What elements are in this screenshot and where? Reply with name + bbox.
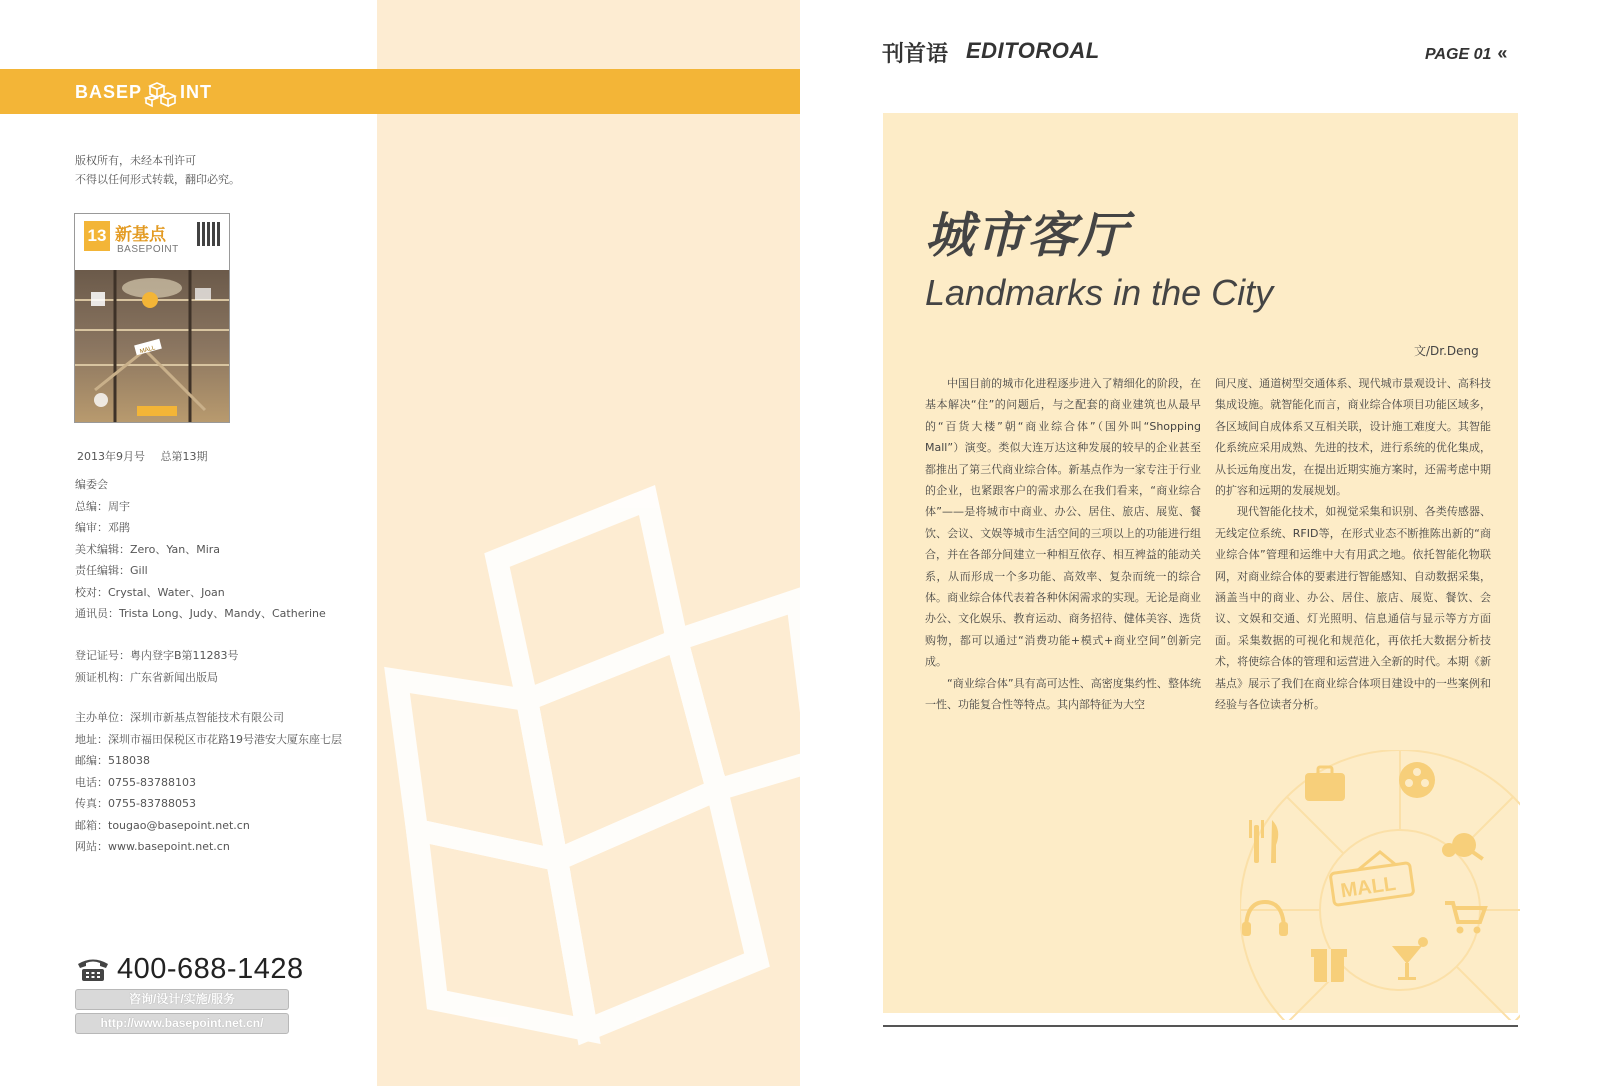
paragraph: “商业综合体”具有高可达性、高密度集约性、整体统一性、功能复合性等特点。其内部特征为大空 (925, 676, 1201, 712)
website-link[interactable]: http://www.basepoint.net.cn/ (75, 1013, 289, 1034)
services-pill: 咨询/设计/实施/服务 (75, 989, 289, 1010)
qr-code-icon (197, 222, 221, 246)
editor-line: 通讯员：Trista Long、Judy、Mandy、Catherine (75, 607, 326, 620)
brand-logo (75, 78, 212, 106)
cube-decoration (377, 0, 800, 1086)
issue-info (77, 448, 208, 464)
issue-volume: 总第13期 (160, 450, 208, 463)
double-chevron-left-icon: « (1497, 43, 1508, 63)
editorial-board (75, 474, 326, 625)
logo-text-right: INT (180, 81, 213, 102)
cube-logo-icon (144, 76, 178, 108)
sports-ball-icon (1442, 833, 1484, 861)
mall-sign-icon (1330, 852, 1414, 905)
editor-line: 编委会 (75, 478, 108, 491)
registration-info (75, 645, 239, 688)
contact-block (75, 952, 315, 1034)
cover-issue-number: 13 (84, 221, 110, 251)
host-line: 主办单位：深圳市新基点智能技术有限公司 (75, 711, 284, 724)
cover-photo (75, 270, 229, 422)
article-title-en: Landmarks in the City (925, 272, 1274, 313)
gift-box-icon (1311, 949, 1347, 982)
copyright-line: 不得以任何形式转载，翻印必究。 (75, 173, 240, 186)
paragraph: 现代智能化技术，如视觉采集和识别、各类传感器、无线定位系统、RFID等，在形式业态不断推陈出新的“商业综合体”管理和运维中大有用武之地。依托智能化物联网，对商业综合体的要素进行智能感知、自动数据采集，涵盖当中的商业、办公、居住、旅店、展览、餐饮、会议、文娱和交通、灯光照明、信息通信与显示等方方面面。采集数据的可视化和规范化，再依托大数据分析技术，将使综合体的管理和运营进入全新的时代。本期《新基点》展示了我们在商业综合体项目建设中的一些案例和经验与各位读者分析。 (1215, 505, 1491, 712)
copyright-notice (75, 151, 240, 189)
film-reel-icon (1399, 762, 1435, 798)
cover-subtitle: BASEPOINT (117, 244, 179, 255)
page-number (1425, 43, 1507, 64)
publisher-info (75, 707, 342, 858)
telephone-icon (75, 955, 111, 983)
article-byline: 文/Dr.Deng (1414, 344, 1479, 358)
editor-line: 校对：Crystal、Water、Joan (75, 585, 225, 599)
paragraph: 间尺度、通道树型交通体系、现代城市景观设计、高科技集成设施。就智能化而言，商业综合体项目功能区域多，各区域间自成体系又互相关联，设计施工难度大。其智能化系统应采用成熟、先进的技术，进行系统的优化集成，从长远角度出发，在提出近期实施方案时，还需考虑中期的扩容和远期的发展规划。 (1215, 377, 1491, 498)
paragraph: 中国目前的城市化进程逐步进入了精细化的阶段，在基本解决“住”的问题后，与之配套的商业建筑也从最早的“百货大楼”朝“商业综合体”（国外叫“Shopping Mall”）演变。类似大连万达这种发展的较早的企业甚至都推出了第三代商业综合体。新基点作为一家专注于行业的企业，也紧跟客户的需求那么在我们看来，“商业综合体”——是将城市中商业、办公、居住、旅店、展览、餐饮、会议、文娱等城市生活空间的三项以上的功能进行组合，并在各部分间建立一种相互依存、相互裨益的能动关系，从而形成一个多功能、高效率、复杂而统一的综合体。商业综合体代表着各种休闲需求的实现。无论是商业办公、文化娱乐、教育运动、商务招待、健体美容、选货购物，都可以通过“消费功能+模式+商业空间”创新完成。 (925, 377, 1201, 669)
mall-services-wheel (1240, 750, 1520, 1020)
page-label: PAGE 01 (1425, 46, 1492, 63)
host-line: 网站：www.basepoint.net.cn (75, 840, 230, 853)
article-column-1 (925, 373, 1201, 716)
host-line: 电话：0755-83788103 (75, 775, 196, 789)
host-line: 邮箱：tougao@basepoint.net.cn (75, 818, 250, 832)
editor-line: 责任编辑：Gill (75, 564, 148, 577)
registration-line: 颁证机构：广东省新闻出版局 (75, 670, 218, 684)
cover-title: 新基点 (115, 225, 166, 245)
headphones-icon (1242, 902, 1288, 936)
host-line: 地址：深圳市福田保税区市花路19号港安大厦东座七层 (75, 732, 342, 746)
bottom-divider (883, 1025, 1518, 1027)
logo-text-left: BASEP (75, 81, 143, 102)
editor-line: 总编：周宇 (75, 499, 130, 513)
host-line: 传真：0755-83788053 (75, 797, 196, 810)
editor-line: 美术编辑：Zero、Yan、Mira (75, 542, 221, 556)
editor-line: 编审：邓鹃 (75, 521, 130, 534)
issue-date: 2013年9月号 (77, 450, 145, 463)
hotline-number: 400-688-1428 (117, 952, 304, 985)
host-line: 邮编：518038 (75, 754, 150, 767)
article-column-2 (1215, 373, 1491, 716)
cover-mall-sign: MALL (139, 345, 157, 356)
briefcase-icon (1305, 773, 1345, 801)
phone-line (75, 952, 315, 986)
cocktail-glass-icon (1392, 937, 1428, 980)
wheel-center-label: MALL (1339, 872, 1398, 903)
magazine-cover (74, 213, 230, 423)
article-title-cn: 城市客厅 (925, 207, 1130, 264)
registration-line: 登记证号：粤内登字B第11283号 (75, 649, 239, 662)
section-title-en: EDITOROAL (966, 38, 1100, 63)
fork-knife-icon (1249, 820, 1278, 863)
section-title-cn: 刊首语 (882, 41, 949, 67)
copyright-line: 版权所有，未经本刊许可 (75, 154, 196, 167)
